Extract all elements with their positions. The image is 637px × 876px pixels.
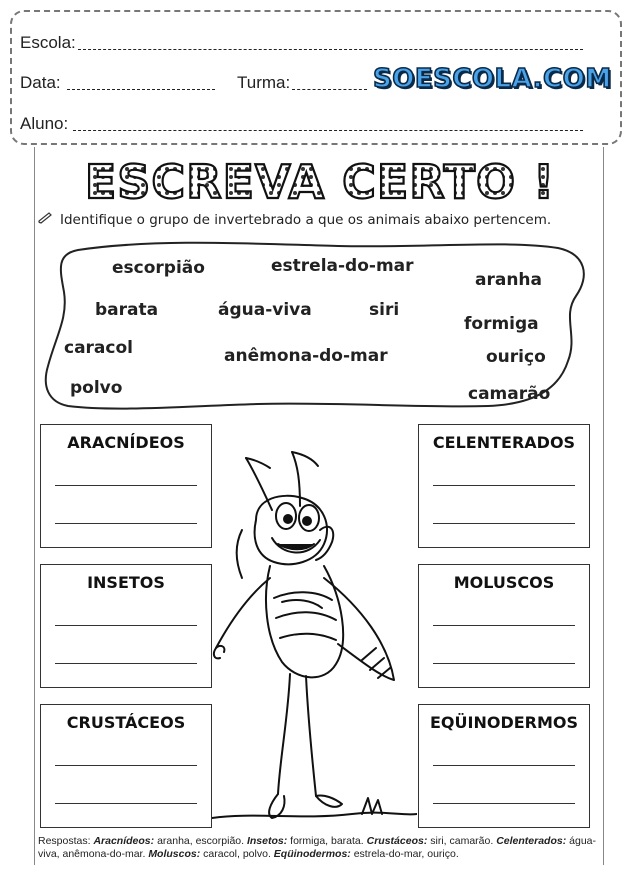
category-title: CELENTERADOS	[432, 433, 576, 452]
instruction-text: Identifique o grupo de invertebrado a que os animais abaixo pertencem.	[60, 212, 552, 228]
word-item: polvo	[70, 378, 123, 398]
student-field[interactable]	[73, 130, 583, 131]
pencil-icon	[38, 212, 52, 227]
answer-group: Moluscos:	[148, 848, 201, 860]
date-label: Data:	[20, 73, 61, 92]
category-title: INSETOS	[87, 573, 165, 592]
page-title	[60, 150, 580, 208]
category-box-moluscos	[418, 564, 590, 688]
answer-animals: estrela-do-mar, ouriço.	[353, 848, 459, 860]
word-item: caracol	[64, 338, 133, 358]
answer-group: Eqüinodermos:	[273, 848, 351, 860]
answer-line[interactable]	[55, 765, 197, 766]
answer-line[interactable]	[433, 765, 575, 766]
answer-line[interactable]	[433, 663, 575, 664]
category-box-insetos	[40, 564, 212, 688]
category-box-equinodermos	[418, 704, 590, 828]
category-box-aracnideos	[40, 424, 212, 548]
word-item: formiga	[464, 314, 539, 334]
category-title: MOLUSCOS	[453, 573, 555, 592]
word-item: anêmona-do-mar	[224, 346, 388, 366]
answer-key	[38, 835, 598, 861]
word-item: escorpião	[112, 258, 205, 278]
cricket-cartoon-icon	[212, 448, 417, 828]
word-item: ouriço	[486, 347, 546, 367]
word-item: água-viva	[218, 300, 312, 320]
word-item: estrela-do-mar	[271, 256, 414, 276]
word-item: aranha	[475, 270, 543, 290]
answer-animals: água-viva, anêmona-do-mar.	[38, 835, 596, 860]
answer-animals: formiga, barata.	[290, 835, 364, 847]
word-item: siri	[369, 300, 400, 320]
student-label: Aluno:	[20, 114, 69, 133]
answer-group: Aracnídeos:	[93, 835, 155, 847]
answer-group: Insetos:	[246, 835, 288, 847]
answer-group: Celenterados:	[496, 835, 567, 847]
answer-line[interactable]	[55, 485, 197, 486]
answer-line[interactable]	[55, 663, 197, 664]
answer-line[interactable]	[433, 625, 575, 626]
answer-line[interactable]	[55, 803, 197, 804]
answer-animals: aranha, escorpião.	[157, 835, 245, 847]
word-item: camarão	[468, 384, 551, 404]
date-field[interactable]	[67, 89, 215, 90]
answer-line[interactable]	[55, 625, 197, 626]
answer-animals: caracol, polvo.	[203, 848, 271, 860]
category-box-crustaceos	[40, 704, 212, 828]
category-title: CRUSTÁCEOS	[66, 713, 186, 732]
answer-line[interactable]	[433, 485, 575, 486]
category-box-celenterados	[418, 424, 590, 548]
word-item: barata	[95, 300, 159, 320]
class-field[interactable]	[292, 89, 367, 90]
answer-animals: siri, camarão.	[430, 835, 494, 847]
answer-line[interactable]	[55, 523, 197, 524]
answer-group: Crustáceos:	[366, 835, 428, 847]
class-label: Turma:	[237, 73, 291, 92]
answers-prefix: Respostas:	[38, 835, 91, 847]
school-field[interactable]	[78, 49, 583, 50]
category-title: ARACNÍDEOS	[67, 433, 185, 452]
soescola-logo: SOESCOLA.COM	[373, 64, 612, 94]
school-label: Escola:	[20, 33, 76, 52]
answer-line[interactable]	[433, 803, 575, 804]
title-text: ESCREVA CERTO !	[84, 155, 556, 208]
answer-line[interactable]	[433, 523, 575, 524]
instruction	[38, 212, 551, 228]
category-title: EQÜINODERMOS	[429, 713, 579, 732]
